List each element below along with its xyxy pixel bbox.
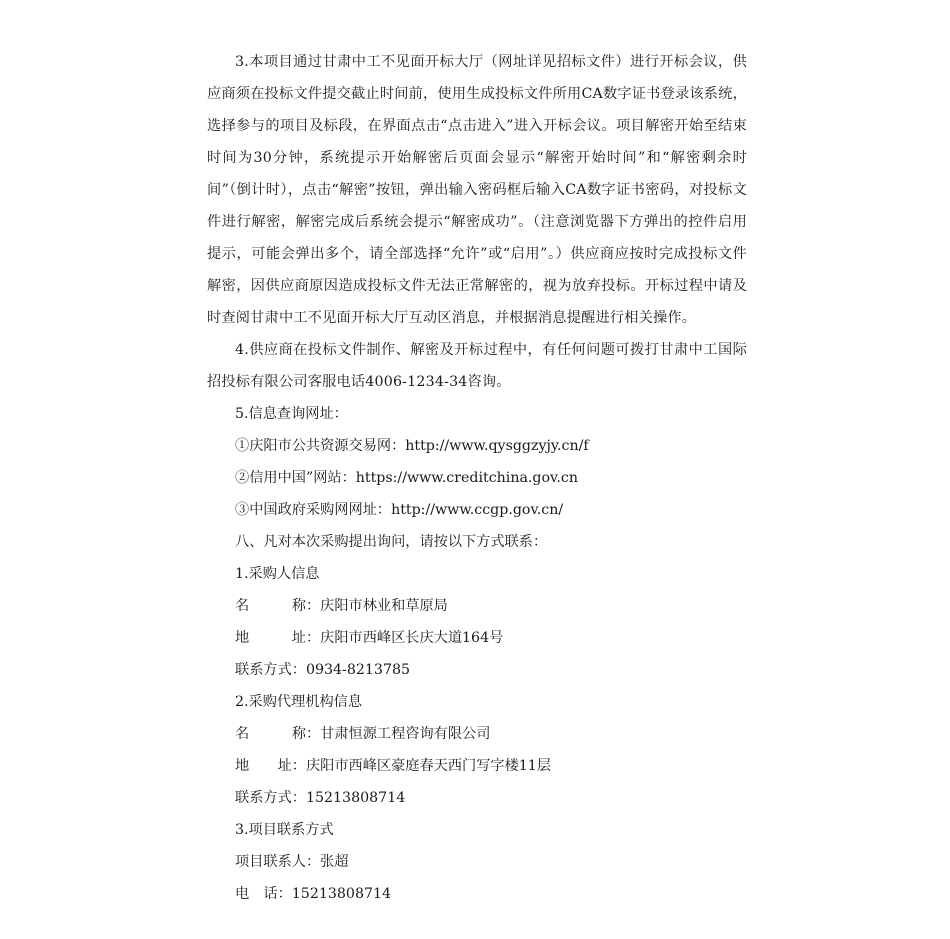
project-person-row [207, 846, 747, 878]
agency-name-label: 名 称： [235, 726, 321, 742]
agency-phone-value: 15213808714 [305, 790, 406, 806]
purchaser-name-value: 庆阳市林业和草原局 [320, 598, 448, 614]
query-site-creditchina: ②信用中国”网站：https://www.creditchina.gov.cn [235, 470, 578, 486]
paragraph-opening-procedure: 3.本项目通过甘肃中工不见面开标大厅（网址详见招标文件）进行开标会议，供应商须在投标文件提交截止时间前，使用生成投标文件所用CA数字证书登录该系统，选择参与的项目及标段，在界面点击“点击进入”进入开标会议。项目解密开始至结束时间为30分钟，系统提示开始解密后页面会显示“解密开始时间”和“解密剩余时间”（倒计时），点击“解密”按钮，弹出输入密码框后输入CA数字证书密码，对投标文件进行解密，解密完成后系统会提示“解密成功”。（注意浏览器下方弹出的控件启用提示，可能会弹出多个，请全部选择“允许”或“启用”。）供应商应按时完成投标文件解密，因供应商原因造成投标文件无法正常解密的，视为放弃投标。开标过程中请及时查阅甘肃中工不见面开标大厅互动区消息，并根据消息提醒进行相关操作。 [207, 54, 747, 326]
agency-address-label: 地 址： [235, 758, 306, 774]
document-page [207, 46, 747, 910]
purchaser-name-row [207, 590, 747, 622]
paragraph-support-hotline: 4.供应商在投标文件制作、解密及开标过程中，有任何问题可拨打甘肃中工国际招投标有限公司客服电话4006-1234-34咨询。 [207, 342, 747, 390]
purchaser-phone-label: 联系方式： [235, 662, 306, 678]
project-phone-row [207, 878, 747, 910]
purchaser-heading: 1.采购人信息 [235, 566, 320, 582]
contact-section-heading: 八、凡对本次采购提出询问，请按以下方式联系： [235, 534, 548, 550]
agency-phone-row [207, 782, 747, 814]
query-site-qysggzyjy: ①庆阳市公共资源交易网：http://www.qysggzyjy.cn/f [235, 438, 589, 454]
query-site-ccgp: ③中国政府采购网网址：http://www.ccgp.gov.cn/ [235, 502, 564, 518]
query-sites-heading: 5.信息查询网址： [235, 406, 348, 422]
project-person-label: 项目联系人： [235, 854, 321, 870]
purchaser-phone-value: 0934-8213785 [305, 662, 411, 678]
agency-address-row [207, 750, 747, 782]
purchaser-name-label: 名 称： [235, 598, 321, 614]
agency-phone-label: 联系方式： [235, 790, 306, 806]
purchaser-phone-row [207, 654, 747, 686]
purchaser-address-value: 庆阳市西峰区长庆大道164号 [320, 630, 504, 646]
agency-name-row [207, 718, 747, 750]
purchaser-address-label: 地 址： [235, 630, 321, 646]
agency-heading: 2.采购代理机构信息 [235, 694, 363, 710]
project-phone-value: 15213808714 [291, 886, 392, 902]
agency-name-value: 甘肃恒源工程咨询有限公司 [320, 726, 491, 742]
project-phone-label: 电 话： [235, 886, 292, 902]
agency-address-value: 庆阳市西峰区豪庭春天西门写字楼11层 [305, 758, 552, 774]
project-person-value: 张超 [320, 854, 349, 870]
purchaser-address-row [207, 622, 747, 654]
project-contact-heading: 3.项目联系方式 [235, 822, 334, 838]
